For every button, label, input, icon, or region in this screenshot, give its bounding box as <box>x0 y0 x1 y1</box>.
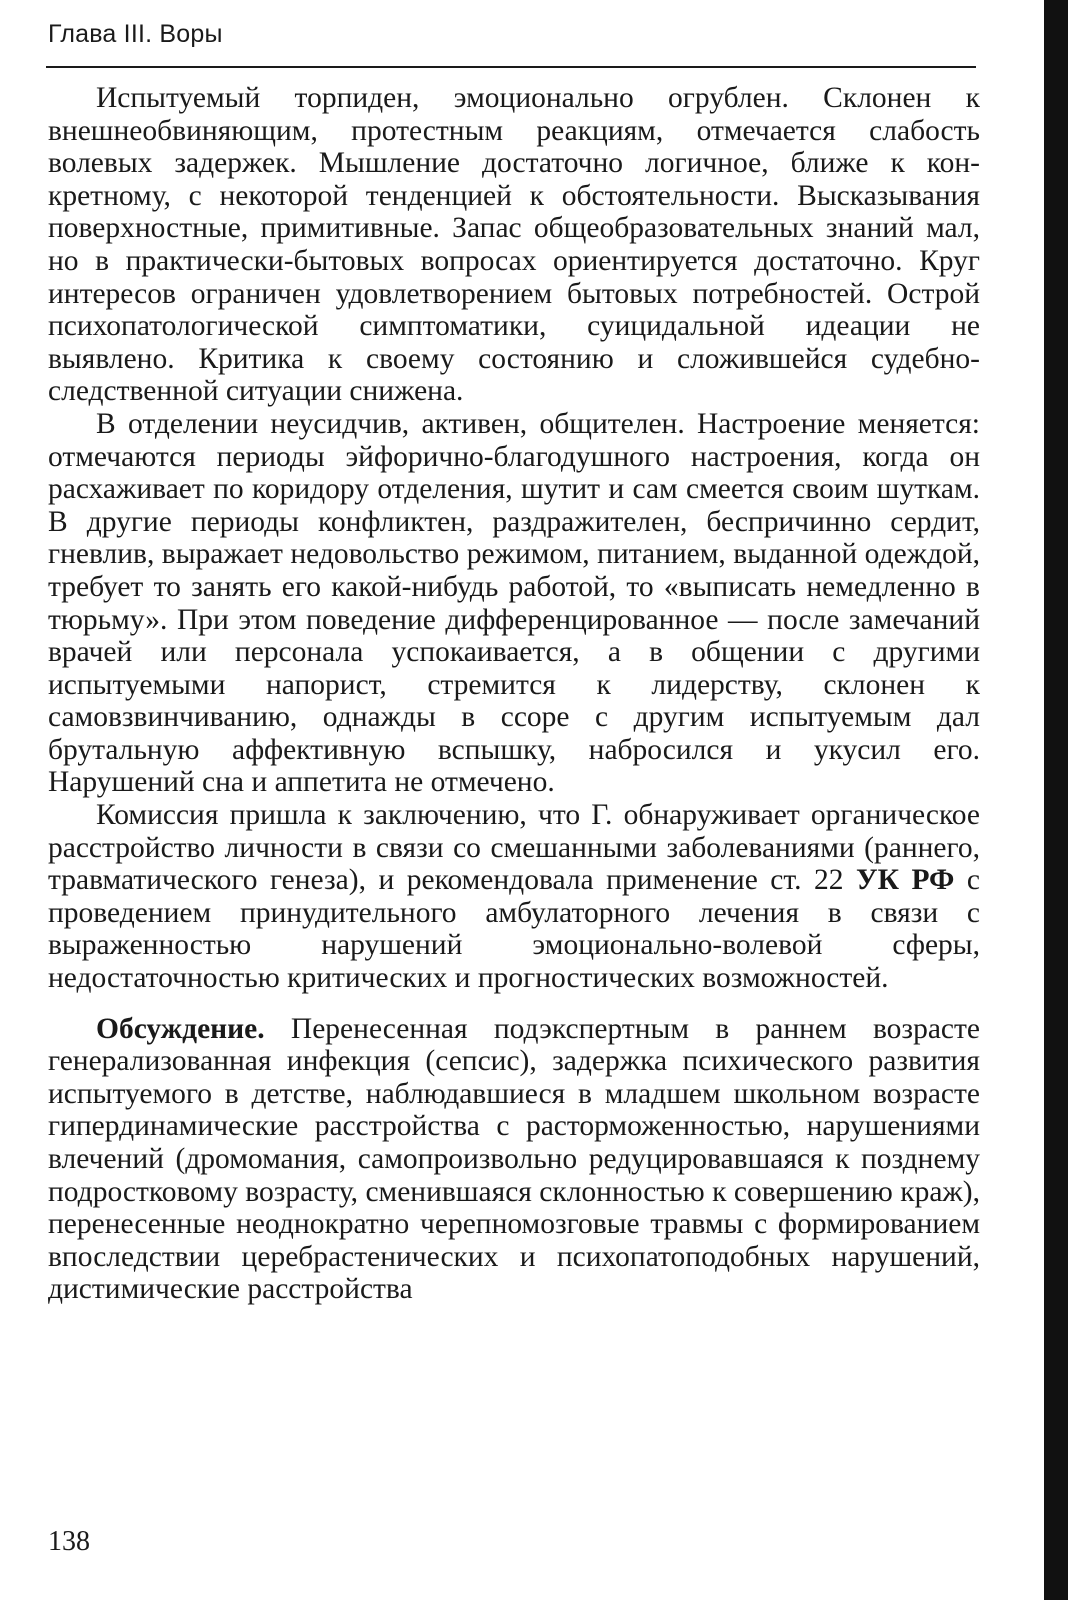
scan-edge-bar <box>1044 0 1068 1600</box>
paragraph-3-text-before: Комиссия пришла к заключению, что Г. обнаруживает органическое расстройство личности в связи со смешанными заболеваниями (раннего, травматического генеза), и рекомендовала применение ст. 22 <box>48 799 980 897</box>
paragraph-discussion <box>48 1013 980 1306</box>
discussion-heading: Обсуждение. <box>96 1012 265 1045</box>
paragraph-3-text-after: с проведением принудительного амбулаторного лечения в связи с выраженностью нарушений эмоционально-волевой сферы, недостаточностью критических и прогностических возможностей. <box>48 864 980 995</box>
running-head: Глава III. Воры <box>48 20 223 48</box>
law-code-bold: УК РФ <box>855 864 955 897</box>
header-rule <box>46 66 976 68</box>
paragraph-2: В отделении неусидчив, активен, общителен. Настроение меняется: отмечаются периоды эйфорично-благодушного настроения, когда он расхаживает по коридору отделения, шутит и сам смеется своим шуткам. В другие периоды конфликтен, раздражителен, беспричинно сердит, гневлив, выражает недовольство режимом, питанием, выданной одеждой, требует то занять его какой-нибудь работой, то «выписать немедленно в тюрьму». При этом поведение дифференцированное — после замечаний врачей или персонала успокаивается, а в общении с другими испытуемыми напорист, стремится к лидерству, склонен к самовзвинчиванию, однажды в ссоре с другим испытуемым дал брутальную аффективную вспышку, набросился и укусил его. Нарушений сна и аппетита не отмечено. <box>48 407 980 799</box>
discussion-text: Перенесенная подэкспертным в раннем возрасте генерализованная инфекция (сепсис), задержка психического развития испытуемого в детстве, наблюдавшиеся в младшем школьном возрасте гипердинамические расстройства с расторможенностью, нарушениями влечений (дромомания, самопроизвольно редуцировавшаяся к позднему подростковому возрасту, сменившаяся склонностью к совершению краж), перенесенные неоднократно черепномозговые травмы с формированием впоследствии церебрастенических и психопатоподобных нарушений, дистимические расстройства <box>48 1012 980 1306</box>
body-text <box>48 82 980 1306</box>
paragraph-3 <box>48 799 980 995</box>
paragraph-1: Испытуемый торпиден, эмоционально огрублен. Склонен к внешнеобвиняющим, протестным реакциям, отмечается слабость волевых задержек. Мышление достаточно логичное, ближе к конкретному, с некоторой тенденцией к обстоятельности. Высказывания поверхностные, примитивные. Запас общеобразовательных знаний мал, но в практически-бытовых вопросах ориентируется достаточно. Круг интересов ограничен удовлетворением бытовых потребностей. Острой психопатологической симптоматики, суицидальной идеации не выявлено. Критика к своему состоянию и сложившейся судебно-следственной ситуации снижена. <box>48 82 980 408</box>
page-number: 138 <box>48 1526 90 1557</box>
